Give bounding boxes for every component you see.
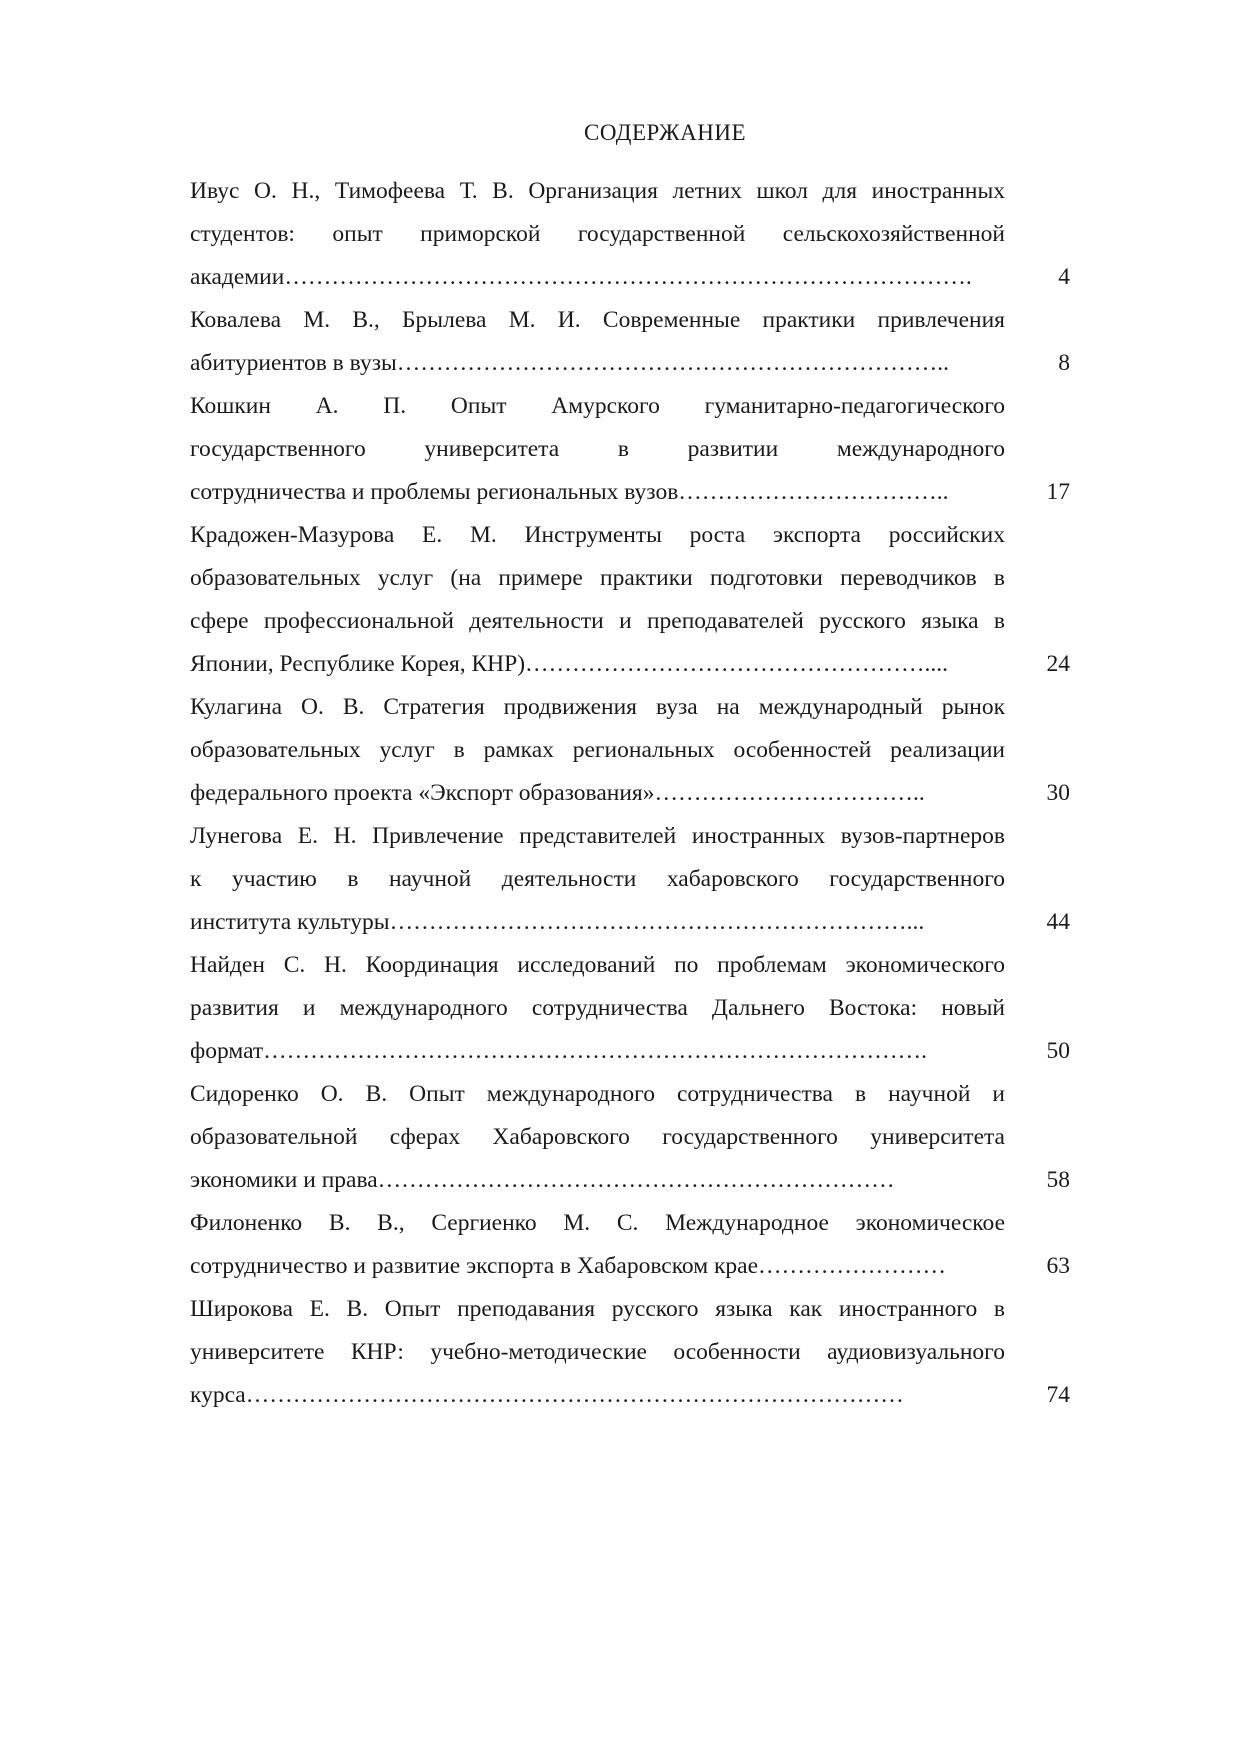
toc-page-number: 24 <box>1046 651 1070 677</box>
toc-entry <box>190 299 1070 385</box>
toc-entry-line: государственного университета в развитии международного <box>190 436 1005 462</box>
toc-entry-line: Кулагина О. В. Стратегия продвижения вуза на международный рынок <box>190 694 1005 720</box>
toc-entry-line: образовательной сферах Хабаровского государственного университета <box>190 1124 1005 1150</box>
toc-entry <box>190 1288 1070 1417</box>
toc-entry-text <box>190 1202 1005 1288</box>
toc-entry-text <box>190 170 1005 299</box>
toc-entry <box>190 385 1070 514</box>
toc-page-number: 4 <box>1058 264 1070 290</box>
toc-entry-line: студентов: опыт приморской государственной сельскохозяйственной <box>190 221 1005 247</box>
toc-entry-line: абитуриентов в вузы…………………………………………………………….. <box>190 350 950 376</box>
toc-entry-line: курса………………………………………………………………………… <box>190 1382 904 1408</box>
toc-entry-line: Лунегова Е. Н. Привлечение представителей иностранных вузов-партнеров <box>190 823 1005 849</box>
toc-entry-line: Филоненко В. В., Сергиенко М. С. Международное экономическое <box>190 1210 1005 1236</box>
toc-page-number: 30 <box>1046 780 1070 806</box>
toc-entry-line: развития и международного сотрудничества Дальнего Востока: новый <box>190 995 1005 1021</box>
toc-entry-text <box>190 385 1005 514</box>
toc-entry-line: сотрудничество и развитие экспорта в Хабаровском крае…………………… <box>190 1253 947 1279</box>
toc-entry-line: Японии, Республике Корея, КНР)…………………………………………….... <box>190 651 949 677</box>
toc-entry-text <box>190 686 1005 815</box>
toc-entry <box>190 944 1070 1073</box>
toc-entry <box>190 1073 1070 1202</box>
toc-list <box>190 170 1070 1417</box>
toc-entry-line: академии……………………………………………………………………………. <box>190 264 972 290</box>
toc-entry <box>190 1202 1070 1288</box>
toc-entry-line: Ивус О. Н., Тимофеева Т. В. Организация летних школ для иностранных <box>190 178 1005 204</box>
toc-entry-line: Ковалева М. В., Брылева М. И. Современные практики привлечения <box>190 307 1005 333</box>
toc-page-number: 50 <box>1046 1038 1070 1064</box>
toc-entry-line: Крадожен-Мазурова Е. М. Инструменты роста экспорта российских <box>190 522 1005 548</box>
toc-entry-line: сотрудничества и проблемы региональных вузов…………………………….. <box>190 479 949 505</box>
toc-entry-line: сфере профессиональной деятельности и преподавателей русского языка в <box>190 608 1005 634</box>
toc-entry-text <box>190 944 1005 1073</box>
toc-entry-text <box>190 299 1005 385</box>
toc-entry-line: университете КНР: учебно-методические особенности аудиовизуального <box>190 1339 1005 1365</box>
toc-page-number: 44 <box>1046 909 1070 935</box>
toc-page-number: 74 <box>1046 1382 1070 1408</box>
toc-entry <box>190 514 1070 686</box>
toc-entry <box>190 686 1070 815</box>
toc-page-number: 8 <box>1058 350 1070 376</box>
toc-entry-line: Сидоренко О. В. Опыт международного сотрудничества в научной и <box>190 1081 1005 1107</box>
toc-entry-text <box>190 1288 1005 1417</box>
toc-entry-line: образовательных услуг в рамках региональных особенностей реализации <box>190 737 1005 763</box>
toc-entry-line: Найден С. Н. Координация исследований по проблемам экономического <box>190 952 1005 978</box>
toc-entry-line: формат…………………………………………………………………………. <box>190 1038 928 1064</box>
toc-entry <box>190 815 1070 944</box>
toc-page-number: 63 <box>1046 1253 1070 1279</box>
toc-page-number: 58 <box>1046 1167 1070 1193</box>
toc-entry-line: федерального проекта «Экспорт образования»…………………………….. <box>190 780 925 806</box>
toc-entry <box>190 170 1070 299</box>
toc-entry-line: института культуры…………………………………………………………... <box>190 909 925 935</box>
toc-page-number: 17 <box>1046 479 1070 505</box>
toc-entry-line: экономики и права………………………………………………………… <box>190 1167 895 1193</box>
toc-entry-line: образовательных услуг (на примере практики подготовки переводчиков в <box>190 565 1005 591</box>
toc-entry-text <box>190 1073 1005 1202</box>
page-title: СОДЕРЖАНИЕ <box>583 120 746 145</box>
toc-entry-text <box>190 815 1005 944</box>
toc-entry-line: к участию в научной деятельности хабаровского государственного <box>190 866 1005 892</box>
toc-entry-line: Кошкин А. П. Опыт Амурского гуманитарно-педагогического <box>190 393 1005 419</box>
toc-entry-line: Широкова Е. В. Опыт преподавания русского языка как иностранного в <box>190 1296 1005 1322</box>
toc-entry-text <box>190 514 1005 686</box>
